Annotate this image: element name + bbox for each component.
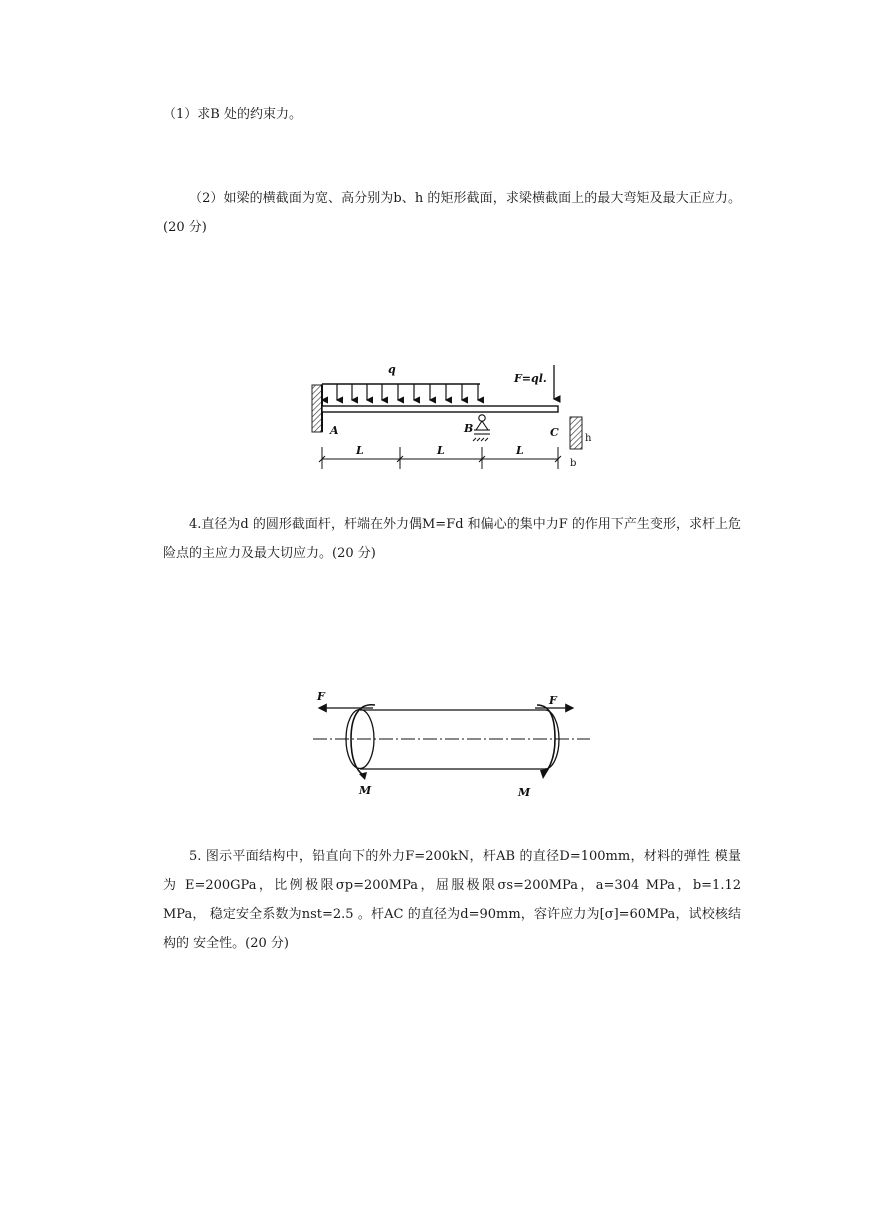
- point-c-label: C: [550, 426, 559, 439]
- distributed-load-arrows: [322, 384, 478, 400]
- beam-figure: [300, 355, 610, 480]
- section-b-label: b: [570, 458, 577, 469]
- section-h-label: h: [585, 433, 592, 444]
- span2-label: L: [437, 444, 445, 457]
- part1-text: （1）求B 处的约束力。: [163, 107, 302, 122]
- point-a-label: A: [330, 424, 339, 437]
- load-label: q: [388, 363, 396, 376]
- part2-text: （2）如梁的横截面为宽、高分别为b、h 的矩形截面，求梁横截面上的最大弯矩及最大正应力。(20 分): [163, 191, 741, 235]
- cross-section-icon: [570, 417, 582, 449]
- right-force-label: F: [549, 694, 557, 707]
- problem5-text: 5. 图示平面结构中，铅直向下的外力F=200kN，杆AB 的直径D=100mm，材料的弹性 模量为 E=200GPa，比例极限σp=200MPa，屈服极限σs=200MPa，a=304 MPa，b=1.12 MPa， 稳定安全系数为nst=2.5 。杆AC 的直径为d=90mm，容许应力为[σ]=60MPa，试校核结构的 安全性。(20 分): [163, 849, 741, 951]
- beam: [322, 406, 558, 412]
- fixed-support-icon: [312, 385, 322, 432]
- problem4-text: 4.直径为d 的圆形截面杆，杆端在外力偶M=Fd 和偏心的集中力F 的作用下产生变形，求杆上危险点的主应力及最大切应力。(20 分): [163, 517, 741, 561]
- shaft-figure: [305, 683, 595, 805]
- right-moment-label: M: [518, 786, 531, 799]
- roller-support-icon: [473, 415, 490, 441]
- point-b-label: B: [464, 422, 474, 435]
- span1-label: L: [356, 444, 364, 457]
- left-moment-label: M: [359, 784, 372, 797]
- span3-label: L: [516, 444, 524, 457]
- left-moment-arrow: [351, 705, 375, 775]
- left-force-label: F: [317, 690, 325, 703]
- force-label: F=ql.: [514, 372, 547, 385]
